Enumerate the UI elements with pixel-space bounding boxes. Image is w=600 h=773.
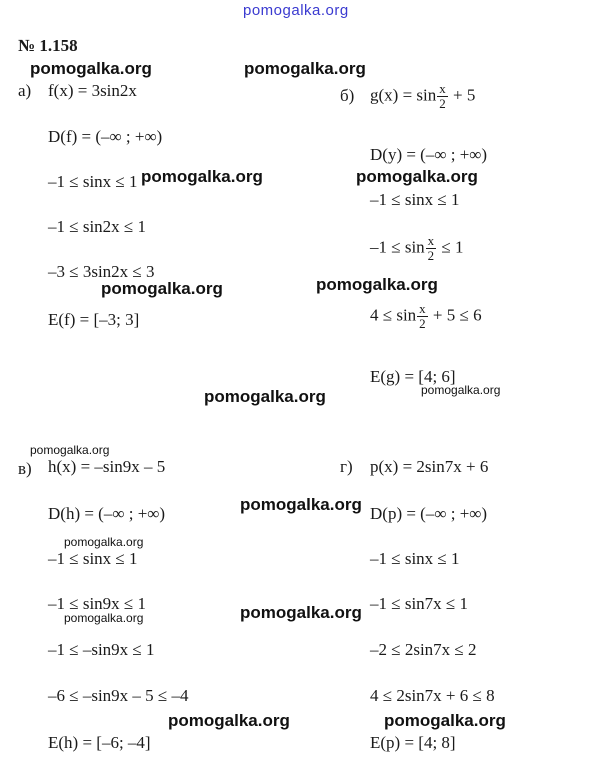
part-a-step3: –3 ≤ 3sin2x ≤ 3: [48, 262, 155, 281]
part-v-range: E(h) = [–6; –4]: [48, 733, 151, 752]
watermark: pomogalka.org: [141, 167, 263, 186]
part-a-domain: D(f) = (–∞ ; +∞): [48, 127, 163, 146]
part-b-label: б): [340, 86, 355, 105]
part-b-step2: –1 ≤ sin $\frac{x}{2}$ ≤ 1: [370, 233, 464, 263]
watermark: pomogalka.org: [356, 167, 478, 186]
part-g-step4: 4 ≤ 2sin7x + 6 ≤ 8: [370, 686, 495, 705]
watermark: pomogalka.org: [101, 279, 223, 298]
watermark: pomogalka.org: [316, 275, 438, 294]
watermark: pomogalka.org: [30, 59, 152, 78]
site-watermark-top: pomogalka.org: [243, 2, 349, 19]
part-b-function-pre: g(x) = sin: [370, 85, 437, 105]
part-a-step2: –1 ≤ sin2x ≤ 1: [48, 217, 146, 236]
part-v-function: h(x) = –sin9x – 5: [48, 457, 166, 476]
part-v-step3: –1 ≤ –sin9x ≤ 1: [48, 640, 155, 659]
watermark-small: pomogalka.org: [64, 535, 144, 549]
watermark: pomogalka.org: [240, 603, 362, 622]
part-b-function: [370, 82, 475, 111]
part-a-step1: –1 ≤ sinx ≤ 1: [48, 172, 138, 191]
part-b-step3: 4 ≤ sin $\frac{x}{2}$ + 5 ≤ 6: [370, 301, 482, 331]
watermark-small: pomogalka.org: [30, 443, 110, 457]
watermark: pomogalka.org: [384, 711, 506, 730]
part-g-step1: –1 ≤ sinx ≤ 1: [370, 549, 460, 568]
x-over-2-fraction: $\frac{x}{2}$: [427, 233, 435, 263]
part-g-label: г): [340, 457, 353, 476]
watermark: pomogalka.org: [204, 387, 326, 406]
part-a-range: E(f) = [–3; 3]: [48, 310, 140, 329]
part-a-function: f(x) = 3sin2x: [48, 81, 137, 100]
part-v-step2: –1 ≤ sin9x ≤ 1: [48, 594, 146, 613]
part-b-range: E(g) = [4; 6]: [370, 367, 456, 386]
x-over-2-fraction: $\frac{x}{2}$: [419, 301, 426, 331]
part-v-domain: D(h) = (–∞ ; +∞): [48, 504, 166, 523]
part-b-function-post: + 5: [448, 85, 476, 105]
part-b-domain: D(y) = (–∞ ; +∞): [370, 145, 488, 164]
part-g-step2: –1 ≤ sin7x ≤ 1: [370, 594, 468, 613]
part-v-step4: –6 ≤ –sin9x – 5 ≤ –4: [48, 686, 189, 705]
problem-number: № 1.158: [18, 36, 78, 55]
watermark: pomogalka.org: [168, 711, 290, 730]
watermark: pomogalka.org: [244, 59, 366, 78]
part-a-label: а): [18, 81, 32, 100]
part-g-function: p(x) = 2sin7x + 6: [370, 457, 489, 476]
part-g-step3: –2 ≤ 2sin7x ≤ 2: [370, 640, 477, 659]
part-g-domain: D(p) = (–∞ ; +∞): [370, 504, 488, 523]
part-v-label: в): [18, 459, 32, 478]
watermark-small: pomogalka.org: [421, 383, 501, 397]
watermark: pomogalka.org: [240, 495, 362, 514]
part-v-step1: –1 ≤ sinx ≤ 1: [48, 549, 138, 568]
part-b-step1: –1 ≤ sinx ≤ 1: [370, 190, 460, 209]
part-g-range: E(p) = [4; 8]: [370, 733, 456, 752]
x-over-2-fraction: $\frac{x}{2}$: [439, 81, 446, 111]
watermark-small: pomogalka.org: [64, 611, 144, 625]
